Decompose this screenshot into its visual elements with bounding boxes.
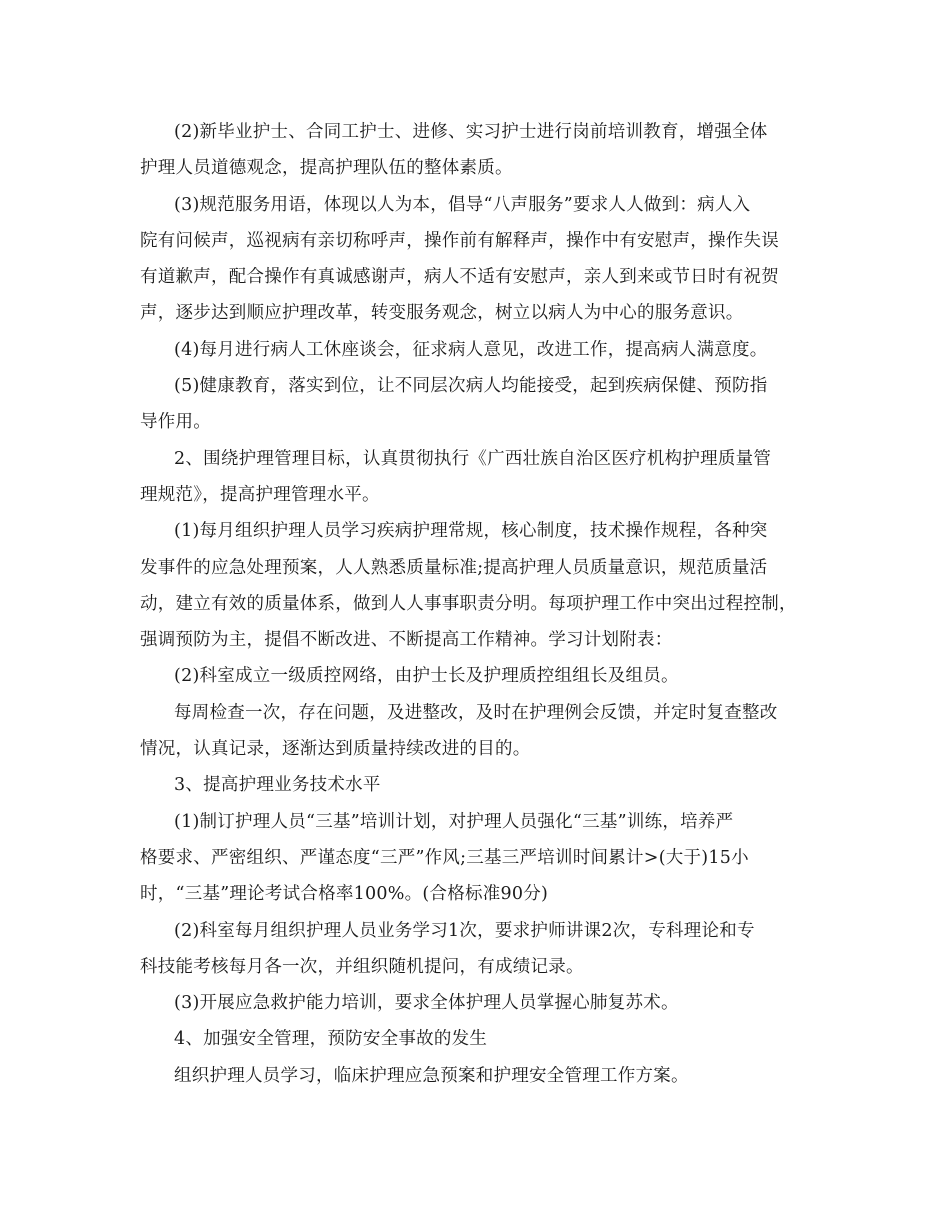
paragraph-line: (2)科室每月组织护理人员业务学习1次，要求护师讲课2次，专科理论和专 [174, 920, 755, 941]
paragraph-line: (5)健康教育，落实到位，让不同层次病人均能接受，起到疾病保健、预防指 [174, 376, 768, 397]
paragraph-line: 动，建立有效的质量体系，做到人人事事职责分明。每项护理工作中突出过程控制， [140, 593, 797, 614]
paragraph-line: (2)科室成立一级质控网络，由护士长及护理质控组组长及组员。 [174, 666, 679, 687]
paragraph-line: 强调预防为主，提倡不断改进、不断提高工作精神。学习计划附表： [140, 630, 673, 651]
section-heading: 2、围绕护理管理目标，认真贯彻执行《广西壮族自治区医疗机构护理质量管 [174, 448, 772, 469]
paragraph-line: (2)新毕业护士、合同工护士、进修、实习护士进行岗前培训教育，增强全体 [174, 122, 768, 142]
paragraph-line: (4)每月进行病人工休座谈会，征求病人意见，改进工作，提高病人满意度。 [174, 339, 768, 360]
paragraph-line: 时，“三基”理论考试合格率100%。(合格标准90分) [140, 884, 549, 905]
paragraph-line: 组织护理人员学习，临床护理应急预案和护理安全管理工作方案。 [174, 1065, 689, 1086]
paragraph-line: 情况，认真记录，逐渐达到质量持续改进的目的。 [140, 739, 531, 760]
paragraph-line: (1)制订护理人员“三基”培训计划，对护理人员强化“三基”训练，培养严 [174, 811, 734, 832]
paragraph-line: 每周检查一次，存在问题，及进整改，及时在护理例会反馈，并定时复查整改 [174, 702, 778, 723]
paragraph-line: 导作用。 [140, 412, 211, 433]
section-heading: 3、提高护理业务技术水平 [174, 775, 381, 796]
paragraph-line: 理规范》，提高护理管理水平。 [140, 484, 380, 505]
section-heading: 4、加强安全管理，预防安全事故的发生 [174, 1029, 488, 1050]
document-body [140, 114, 830, 1094]
paragraph-line: 护理人员道德观念，提高护理队伍的整体素质。 [140, 158, 513, 179]
paragraph-line: 声，逐步达到顺应护理改革，转变服务观念，树立以病人为中心的服务意识。 [140, 303, 744, 324]
paragraph-line: 格要求、严密组织、严谨态度“三严”作风;三基三严培训时间累计>(大于)15小 [140, 847, 749, 868]
paragraph-line: 科技能考核每月各一次，并组织随机提问，有成绩记录。 [140, 956, 584, 977]
paragraph-line: (1)每月组织护理人员学习疾病护理常规，核心制度，技术操作规程，各种突 [174, 521, 768, 542]
paragraph-line: (3)开展应急救护能力培训，要求全体护理人员掌握心肺复苏术。 [174, 993, 679, 1014]
paragraph-line: 有道歉声，配合操作有真诚感谢声，病人不适有安慰声，亲人到来或节日时有祝贺 [140, 267, 779, 288]
paragraph-line: 发事件的应急处理预案，人人熟悉质量标准;提高护理人员质量意识，规范质量活 [140, 557, 768, 578]
paragraph-line: (3)规范服务用语，体现以人为本，倡导“八声服务”要求人人做到：病人入 [174, 194, 751, 215]
paragraph-line: 院有问候声，巡视病有亲切称呼声，操作前有解释声，操作中有安慰声，操作失误 [140, 230, 779, 251]
